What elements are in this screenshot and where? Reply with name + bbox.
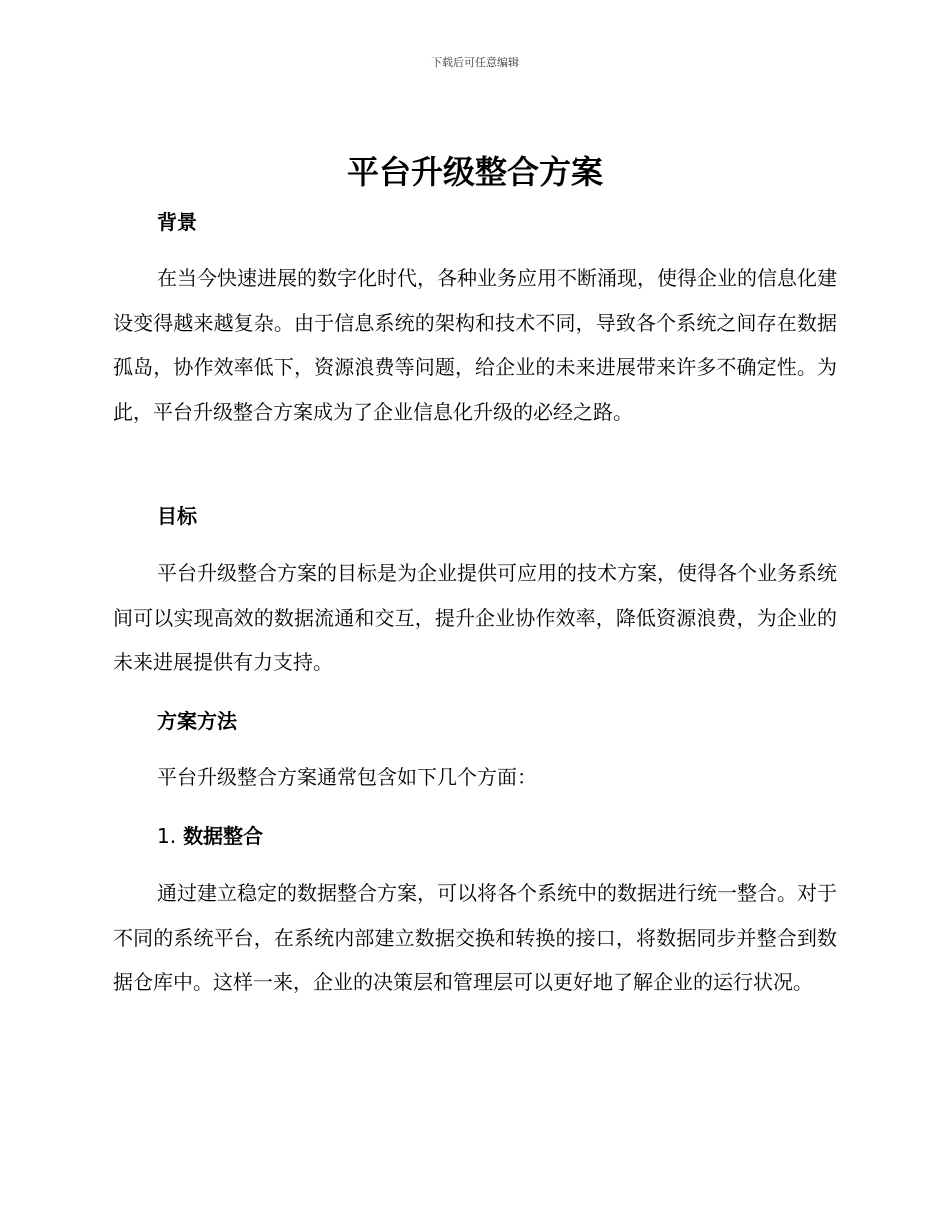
section-heading-background: 背景: [157, 210, 197, 234]
document-title: 平台升级整合方案: [346, 153, 603, 191]
section-heading-method: 方案方法: [157, 709, 237, 733]
subsection-title: 数据整合: [183, 824, 264, 848]
header-note: 下载后可任意编辑: [431, 56, 519, 69]
paragraph-goal: 平台升级整合方案的目标是为企业提供可应用的技术方案，使得各个业务系统间可以实现高效的数据流通和交互，提升企业协作效率，降低资源浪费，为企业的未来进展提供有力支持。: [113, 561, 837, 674]
paragraph-background: 在当今快速进展的数字化时代，各种业务应用不断涌现，使得企业的信息化建设变得越来越复杂。由于信息系统的架构和技术不同，导致各个系统之间存在数据孤岛，协作效率低下，资源浪费等问题，给企业的未来进展带来许多不确定性。为此，平台升级整合方案成为了企业信息化升级的必经之路。: [113, 266, 837, 424]
subsection-heading-data-integration: [157, 822, 263, 850]
subsection-number: 1.: [157, 824, 177, 848]
paragraph-data-integration: 通过建立稳定的数据整合方案，可以将各个系统中的数据进行统一整合。对于不同的系统平台，在系统内部建立数据交换和转换的接口，将数据同步并整合到数据仓库中。这样一来，企业的决策层和管理层可以更好地了解企业的运行状况。: [113, 881, 837, 994]
section-heading-goal: 目标: [157, 504, 197, 528]
paragraph-method-intro: 平台升级整合方案通常包含如下几个方面：: [157, 765, 537, 789]
